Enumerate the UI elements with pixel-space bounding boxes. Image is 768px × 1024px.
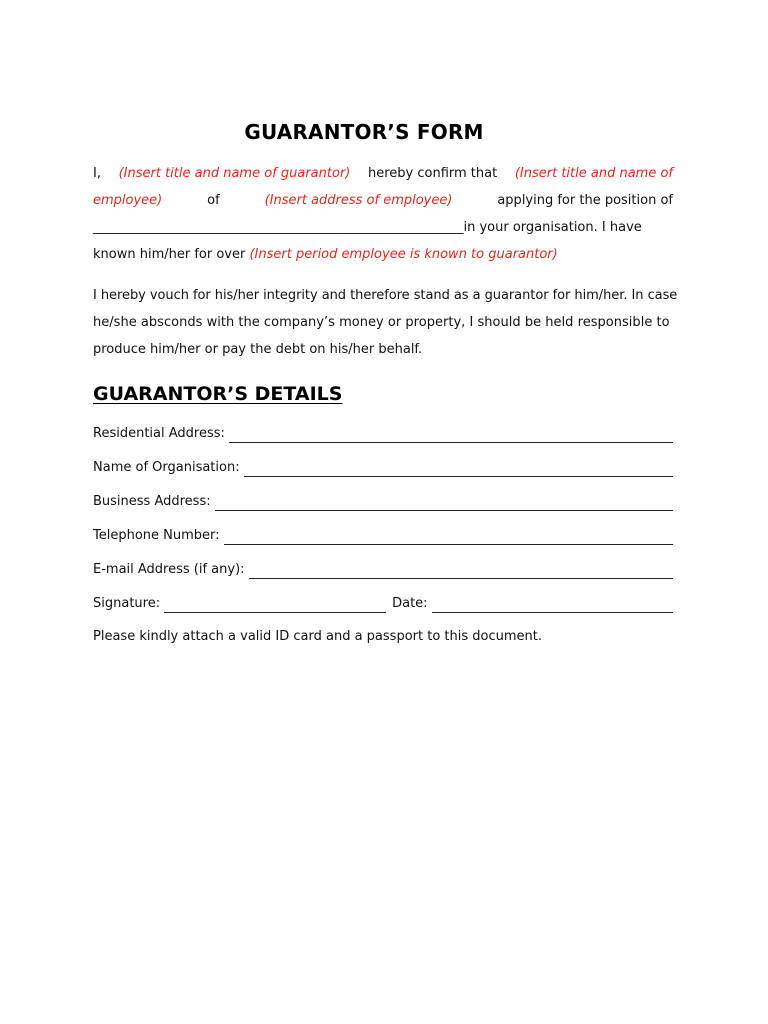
organisation-row	[93, 459, 673, 477]
date-field[interactable]	[432, 599, 673, 613]
signature-field[interactable]	[164, 599, 386, 613]
details-heading: GUARANTOR’S DETAILS	[93, 383, 343, 405]
email-address-label: E-mail Address (if any):	[93, 562, 245, 577]
guarantor-name-placeholder: (Insert title and name of guarantor)	[118, 166, 351, 181]
email-row	[93, 561, 673, 579]
signature-label: Signature:	[93, 596, 161, 611]
residential-address-row	[93, 425, 673, 443]
business-address-field[interactable]	[215, 497, 673, 511]
form-title: GUARANTOR’S FORM	[244, 120, 484, 144]
employee-address-placeholder: (Insert address of employee)	[264, 193, 453, 208]
intro-line-3	[93, 215, 673, 242]
signature-date-row	[93, 595, 673, 613]
vouch-line-3: produce him/her or pay the debt on his/her behalf.	[93, 342, 423, 357]
name-of-organisation-label: Name of Organisation:	[93, 460, 240, 475]
name-of-organisation-field[interactable]	[244, 463, 673, 477]
residential-address-field[interactable]	[229, 429, 673, 443]
date-label: Date:	[392, 596, 428, 611]
email-address-field[interactable]	[249, 565, 673, 579]
telephone-row	[93, 527, 673, 545]
business-address-label: Business Address:	[93, 494, 211, 509]
intro-text: of	[207, 193, 220, 208]
intro-line-1	[93, 161, 673, 188]
attachment-note: Please kindly attach a valid ID card and a passport to this document.	[93, 629, 542, 644]
intro-text: applying for the position of	[497, 193, 673, 208]
intro-text: I,	[93, 166, 101, 181]
period-placeholder: (Insert period employee is known to guarantor)	[249, 247, 558, 262]
business-address-row	[93, 493, 673, 511]
intro-text: known him/her for over	[93, 247, 246, 262]
intro-text: in your organisation. I have	[463, 220, 642, 235]
telephone-number-field[interactable]	[224, 531, 673, 545]
vouch-line-1: I hereby vouch for his/her integrity and therefore stand as a guarantor for him/her. In case	[93, 288, 678, 303]
telephone-number-label: Telephone Number:	[93, 528, 220, 543]
employee-name-placeholder-cont: employee)	[93, 193, 163, 208]
intro-text: hereby confirm that	[367, 166, 498, 181]
position-blank: _________________________________________________________	[93, 220, 464, 235]
intro-line-2	[93, 188, 673, 215]
residential-address-label: Residential Address:	[93, 426, 225, 441]
vouch-line-2: he/she absconds with the company’s money or property, I should be held responsible to	[93, 315, 670, 330]
intro-line-4	[93, 242, 673, 269]
employee-name-placeholder: (Insert title and name of	[514, 166, 673, 181]
